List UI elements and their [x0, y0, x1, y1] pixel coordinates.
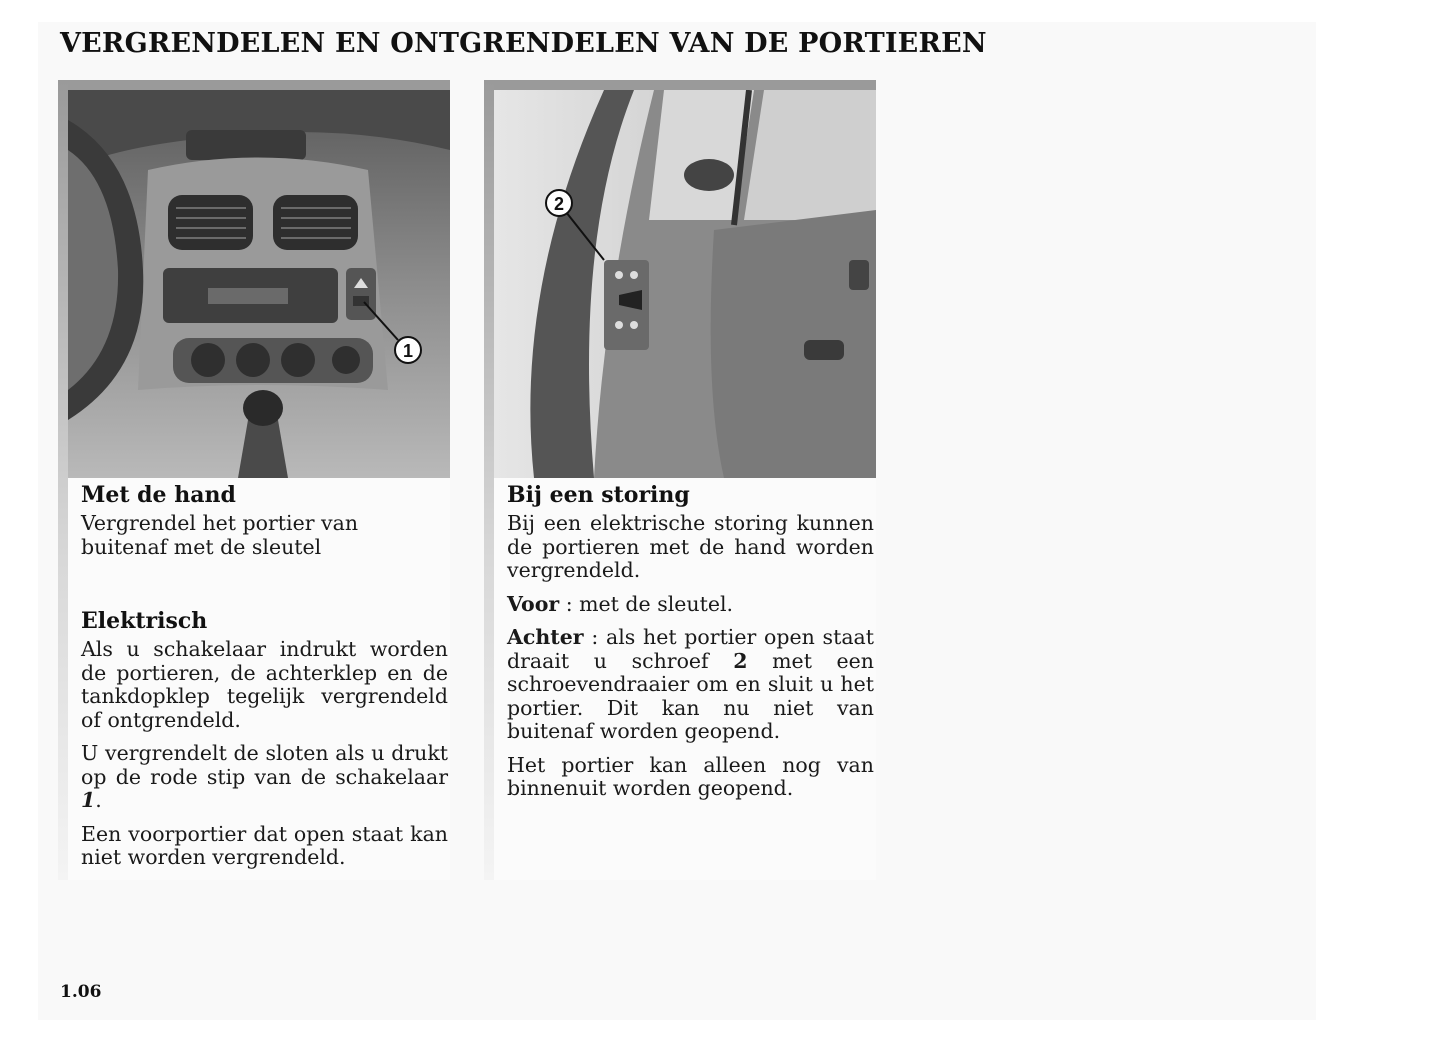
text-met-de-hand: Vergrendel het portier van buitenaf met de sleutel: [81, 511, 359, 559]
text-elektrisch-3: Een voorportier dat open staat kan niet worden vergrendeld.: [81, 821, 448, 869]
label-voor: Voor: [507, 591, 560, 616]
text-achter-pre: : als het portier open staat draait u schroef: [507, 625, 874, 673]
heading-bij-een-storing: Bij een storing: [507, 482, 690, 508]
text-achter-post: met een schroevendraaier om en sluit u het portier. Dit kan nu niet van buitenaf worden geopend.: [507, 648, 874, 743]
section-elektrisch: [81, 608, 448, 880]
text-achter: [507, 626, 874, 744]
text-elektrisch-2-ref: 1: [81, 788, 96, 812]
text-storing-4: Het portier kan alleen nog van binnenuit worden geopend.: [507, 752, 874, 800]
text-elektrisch-1: Als u schakelaar indrukt worden de portieren, de achterklep en de tankdopklep tegelijk vergrendeld of ontgrendeld.: [81, 637, 448, 732]
callout-1-label: 1: [402, 341, 414, 361]
page-number: 1.06: [60, 982, 102, 1002]
column-left-rule: [58, 80, 68, 880]
page-title: VERGRENDELEN EN ONTGRENDELEN VAN DE PORTIEREN: [60, 28, 987, 59]
section-bij-een-storing: [507, 482, 874, 811]
text-elektrisch-2: [81, 742, 448, 813]
text-voor: [507, 593, 874, 617]
column-top-rule: [484, 80, 876, 90]
door-illustration: [494, 90, 876, 478]
text-achter-ref: 2: [733, 648, 748, 673]
left-column: [58, 80, 450, 880]
text-storing-1: Bij een elektrische storing kunnen de portieren met de hand worden vergrendeld.: [507, 511, 874, 582]
right-column: [484, 80, 876, 880]
section-met-de-hand: [81, 482, 448, 569]
column-top-rule: [58, 80, 450, 90]
heading-met-de-hand: Met de hand: [81, 482, 236, 508]
text-elektrisch-2-post: .: [95, 788, 102, 812]
door-photo: [494, 90, 876, 478]
label-achter: Achter: [507, 625, 584, 649]
column-left-rule: [484, 80, 494, 880]
heading-elektrisch: Elektrisch: [81, 608, 208, 634]
callout-2-label: 2: [553, 194, 565, 214]
dashboard-photo: [68, 90, 450, 478]
text-elektrisch-2-pre: U vergrendelt de sloten als u drukt op de rode stip van de schakelaar: [81, 741, 448, 789]
text-voor-body: : met de sleutel.: [559, 591, 734, 616]
dashboard-illustration: [68, 90, 450, 478]
